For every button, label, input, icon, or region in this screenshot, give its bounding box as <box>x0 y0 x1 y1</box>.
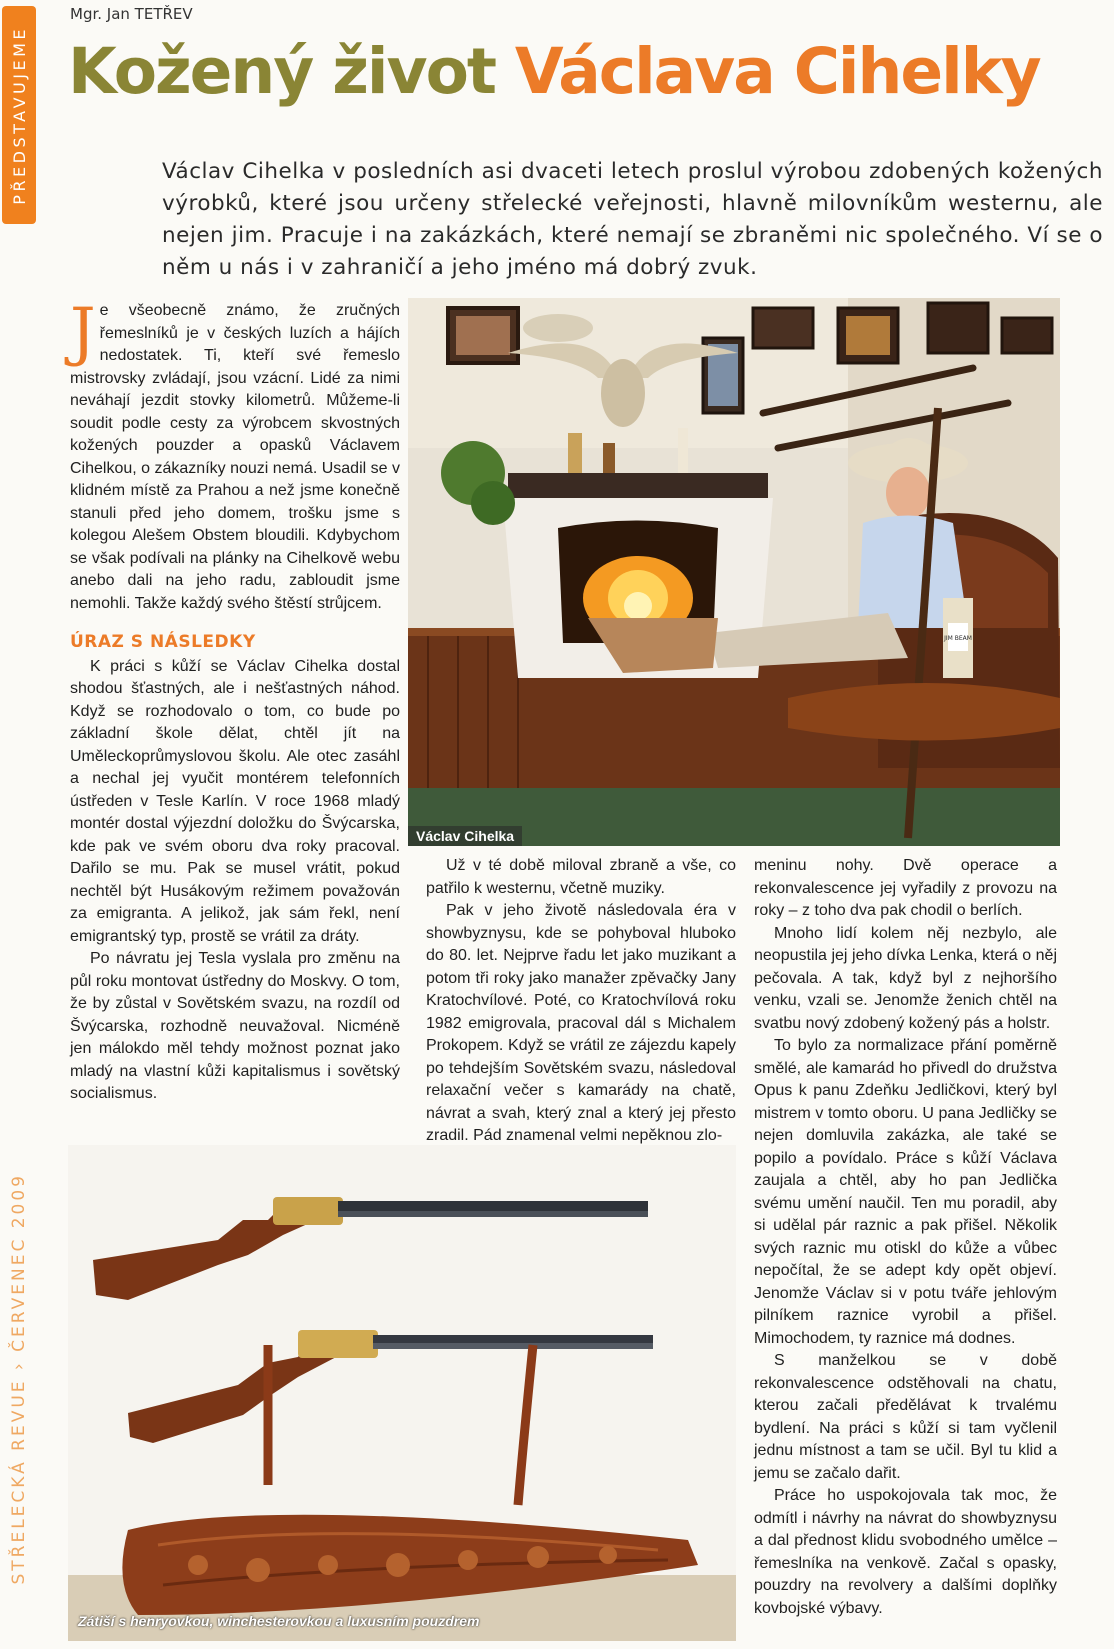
magazine-footer-rubric <box>2 1116 36 1641</box>
photo-caption: Zátiší s henryovkou, winchesterovkou a luxusním pouzdrem <box>78 1613 480 1629</box>
paragraph: K práci s kůží se Václav Cihelka dostal shodou šťastných, ale i nešťastných náhod. Když se rozhodovalo o tom, co bude po základní škole dělat, chtěl jít na Uměleckoprůmyslovou školu. Ale otec zasáhl a nechal jej vyučit montérem telefonních ústředen v Tesle Karlín. V roce 1968 mladý montér dostal výjezdní doložku do Švýcarska, kde pak ve svém oboru dva roky pracoval. Dařilo se mu. Pak se musel vrátit, pokud nechtěl být Husákovým režimem považován za emigranta. A jelikož, jak sám řekl, není emigrantský typ, prostě se vrátil za dráty. <box>70 657 400 945</box>
photo-caption: Václav Cihelka <box>408 826 522 846</box>
article-column-3 <box>754 855 1057 1620</box>
author-byline: Mgr. Jan TETŘEV <box>70 5 193 23</box>
paragraph: To bylo za normalizace přání poměrně smělé, ale kamarád ho přivedl do družstva Opus k panu Zdeňku Jedličkovi, který byl mistrem v tomto oboru. U pana Jedličky se nejen domluvila zakázka, ale také se popilo a povídalo. Práce s kůží Václava zaujala a chtěl, aby ho pan Jedlička svému umění naučil. Ten mu poradil, aby si udělal pár raznic a pak přišel. Několik svých raznic mu otiskl do kůže a vůbec nepočítal, že se adept kdy opět objeví. Jenomže Václav si v potu tváře jehlovým pilníkem raznice vyrobil a přišel. Mimochodem, ty raznice má dodnes. <box>754 1037 1057 1347</box>
paragraph: Pak v jeho životě následovala éra v showbyznysu, kde se pohyboval hluboko do 80. let. Nejprve řadu let jako muzikant a potom tři roky jako manažer zpěvačky Jany Kratochvílové. Poté, co Kratochvílová roku 1982 emigrovala, pracoval dál s Michalem Prokopem. Když se vrátil ze zájezdu kapely po tehdejším Sovětském svazu, následoval relaxační večer s kamarády na chatě, návrat a svah, který znal a který jej přesto zradil. Pád znamenal velmi nepěknou zlo- <box>426 902 736 1144</box>
paragraph: Už v té době miloval zbraně a vše, co patřilo k westernu, včetně muziky. <box>426 857 736 897</box>
drop-cap: J <box>70 295 96 369</box>
paragraph: Práce ho uspokojovala tak moc, že odmítl i návrhy na návrat do showbyznysu a dal přednost klidu svobodného umělce – řemeslníka na venkově. Začal s opasky, pouzdry na revolvery a dalšími doplňky kovbojské výbavy. <box>754 1487 1057 1617</box>
paragraph: Po návratu jej Tesla vyslala pro změnu na půl roku montovat ústředny do Moskvy. O tom, že by zůstal v Sovětském svazu, na rozdíl od Švýcarska, rozhodně neuvažoval. Nicméně jen málokdo měl tehdy možnost poznat jako mladý na vlastní kůži kapitalismus i sovětský socialismus. <box>70 950 400 1102</box>
bottle-label: JIM BEAM <box>944 635 972 642</box>
page-title <box>68 35 1040 108</box>
title-part-2: Václava Cihelky <box>514 35 1040 108</box>
portrait-photo <box>408 298 1060 846</box>
article-column-2 <box>426 855 736 1148</box>
section-label: PŘEDSTAVUJEME <box>9 25 29 205</box>
paragraph: meninu nohy. Dvě operace a rekonvalescence jej vyřadily z provozu na roky – z toho dva pak chodil o berlích. <box>754 857 1057 919</box>
article-column-1 <box>70 295 400 1106</box>
intro-paragraph: e všeobecně známo, že zručných řemeslníků je v českých luzích a hájích nedostatek. Ti, kteří své řemeslo mistrovsky zvládají, jsou vzácní. Lidé za nimi neváhají jezdit stovky kilometrů. Můžeme-li soudit podle cesty za výrobcem skvostných kožených pouzder a opasků Václavem Cihelkou, o zákazníky nouzi nemá. Usadil se v klidném místě za Prahou a než jsme konečně stanuli před jeho domem, trošku jsme s kolegou Alešem Obstem bloudili. Kdybychom se však podívali na plánky na Cihelkově webu anebo dali na jeho radu, zabloudit jsme nemohli. Takže každý svého štěstí strůjcem. <box>70 302 400 612</box>
section-subheading: ÚRAZ S NÁSLEDKY <box>70 632 256 652</box>
lead-paragraph: Václav Cihelka v posledních asi dvaceti letech proslul výrobou zdobených kožených výrobků, které jsou určeny střelecké veřejnosti, hlavně milovníkům westernu, ale nejen jim. Pracuje i na zakázkách, které nemají se zbraněmi nic společného. Ví se o něm u nás i v zahraničí a jeho jméno má dobrý zvuk. <box>162 159 1103 280</box>
section-rubric <box>2 6 36 224</box>
paragraph: S manželkou se v době rekonvalescence odstěhovali na chatu, kterou začali předělávat k trvalému bydlení. Na práci s kůží si tam vyčlenil jednu místnost a tam se učil. Byl tu klid a jemu se začalo dařit. <box>754 1352 1057 1482</box>
paragraph: Mnoho lidí kolem něj nezbylo, ale neopustila jej jeho dívka Lenka, která o něj pečovala. A tak, když byl z nejhoršího venku, vzali se. Jenomže ženich chtěl na svatbu nový zdobený kožený pás a holstr. <box>754 924 1057 1032</box>
title-part-1: Kožený život <box>68 35 495 108</box>
rifles-photo <box>68 1145 736 1641</box>
magazine-issue-label: STŘELECKÁ REVUE › ČERVENEC 2009 <box>9 1172 29 1585</box>
